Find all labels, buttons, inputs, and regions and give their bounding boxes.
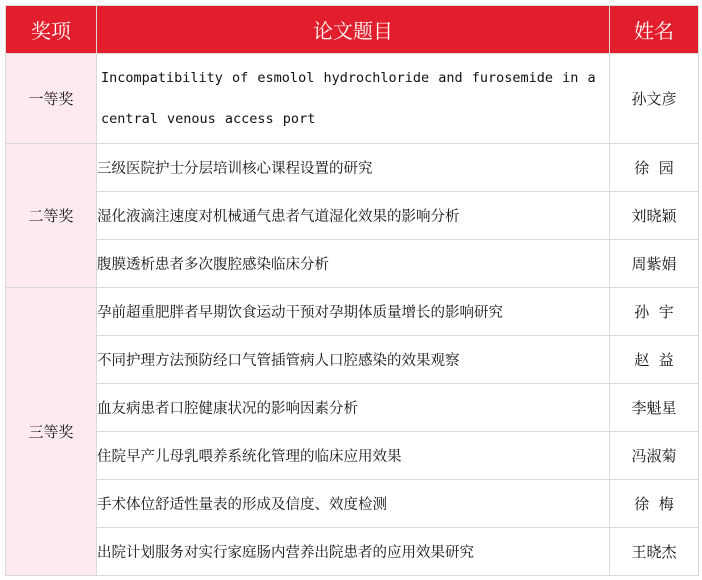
header-award: 奖项 [6, 6, 97, 54]
author-name: 冯淑菊 [610, 432, 699, 480]
paper-title: 出院计划服务对实行家庭肠内营养出院患者的应用效果研究 [97, 528, 610, 576]
author-name: 孙 宇 [610, 288, 699, 336]
header-title: 论文题目 [97, 6, 610, 54]
table-row [6, 144, 699, 192]
table-row [6, 432, 699, 480]
table-row [6, 336, 699, 384]
paper-title: 孕前超重肥胖者早期饮食运动干预对孕期体质量增长的影响研究 [97, 288, 610, 336]
table-row [6, 384, 699, 432]
award-third: 三等奖 [6, 288, 97, 576]
award-second: 二等奖 [6, 144, 97, 288]
author-name: 王晓杰 [610, 528, 699, 576]
author-name: 徐 梅 [610, 480, 699, 528]
author-name: 徐 园 [610, 144, 699, 192]
table-row [6, 192, 699, 240]
table-row [6, 288, 699, 336]
author-name: 刘晓颖 [610, 192, 699, 240]
awards-table [5, 5, 699, 576]
paper-title: Incompatibility of esmolol hydrochloride and furosemide in a central venous access port [97, 54, 610, 144]
award-first: 一等奖 [6, 54, 97, 144]
table-row [6, 240, 699, 288]
paper-title: 腹膜透析患者多次腹腔感染临床分析 [97, 240, 610, 288]
paper-title: 湿化液滴注速度对机械通气患者气道湿化效果的影响分析 [97, 192, 610, 240]
author-name: 孙文彦 [610, 54, 699, 144]
paper-title: 手术体位舒适性量表的形成及信度、效度检测 [97, 480, 610, 528]
paper-title: 住院早产儿母乳喂养系统化管理的临床应用效果 [97, 432, 610, 480]
header-row [6, 6, 699, 54]
table-row [6, 480, 699, 528]
table-row [6, 54, 699, 144]
paper-title: 三级医院护士分层培训核心课程设置的研究 [97, 144, 610, 192]
header-name: 姓名 [610, 6, 699, 54]
paper-title: 血友病患者口腔健康状况的影响因素分析 [97, 384, 610, 432]
author-name: 赵 益 [610, 336, 699, 384]
table-row [6, 528, 699, 576]
author-name: 周紫娟 [610, 240, 699, 288]
paper-title: 不同护理方法预防经口气管插管病人口腔感染的效果观察 [97, 336, 610, 384]
author-name: 李魁星 [610, 384, 699, 432]
